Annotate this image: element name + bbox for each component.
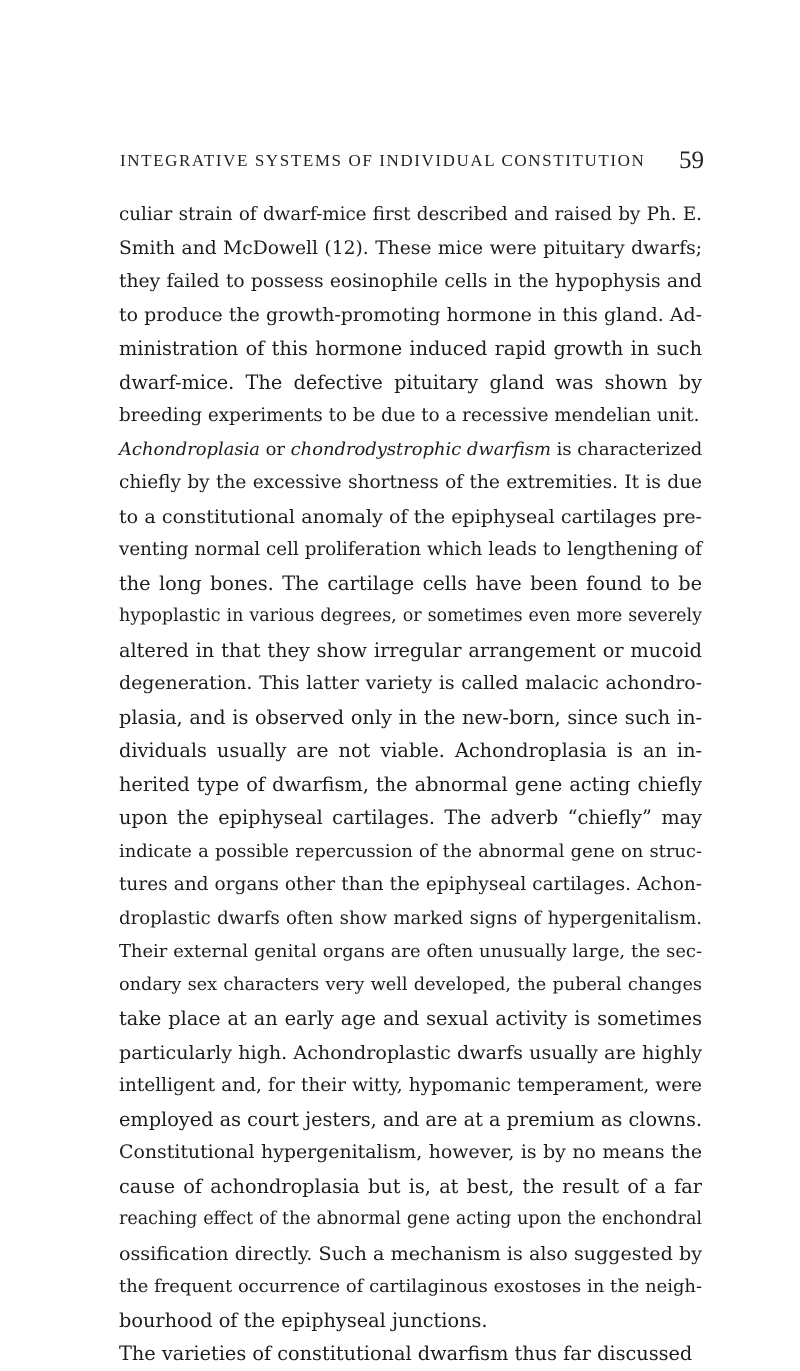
text-line: to a constitutional anomaly of the epiphyseal cartilages pre- [119, 504, 702, 528]
body-text [119, 198, 702, 1371]
paragraph-end-line: breeding experiments to be due to a recessive mendelian unit. [119, 405, 700, 426]
text-line: to produce the growth-promoting hormone in this gland. Ad- [119, 303, 702, 326]
text-line: the long bones. The cartilage cells have been found to be [119, 571, 702, 595]
text-fragment: or [259, 438, 291, 460]
text-line: droplastic dwarfs often show marked signs of hypergenitalism. [119, 907, 702, 929]
text-line: they failed to possess eosinophile cells in the hypophysis and [119, 271, 702, 292]
text-line: degeneration. This latter variety is called malacic achondro- [119, 672, 702, 694]
text-line: intelligent and, for their witty, hypomanic temperament, were [119, 1075, 702, 1096]
text-line: hypoplastic in various degrees, or sometimes even more severely [119, 606, 702, 626]
text-fragment: is characterized [551, 438, 703, 460]
text-line-with-italic-terms [119, 433, 702, 467]
text-line: tures and organs other than the epiphyseal cartilages. Achon- [119, 874, 702, 895]
text-line: plasia, and is observed only in the new-born, since such in- [119, 705, 702, 729]
text-line: The varieties of constitutional dwarfism thus far discussed [119, 1342, 693, 1365]
text-line: ossification directly. Such a mechanism is also suggested by [119, 1241, 702, 1265]
text-line: Their external genital organs are often unusually large, the sec- [119, 941, 702, 962]
text-line: take place at an early age and sexual activity is sometimes [119, 1007, 702, 1030]
text-line: altered in that they show irregular arrangement or mucoid [119, 638, 702, 662]
page-number: 59 [679, 147, 704, 174]
text-line: ondary sex characters very well developed, the puberal changes [119, 974, 702, 995]
running-head [112, 147, 704, 181]
paragraph-end-line: bourhood of the epiphyseal junctions. [119, 1308, 488, 1332]
text-line: employed as court jesters, and are at a premium as clowns. [119, 1107, 702, 1131]
text-line: particularly high. Achondroplastic dwarfs usually are highly [119, 1040, 702, 1064]
italic-term-achondroplasia: Achondroplasia [119, 438, 260, 460]
text-line: upon the epiphyseal cartilages. The adverb “chiefly” may [119, 806, 702, 829]
text-line: chiefly by the excessive shortness of the extremities. It is due [119, 472, 702, 493]
text-line: culiar strain of dwarf-mice first described and raised by Ph. E. [119, 204, 702, 225]
text-line: cause of achondroplasia but is, at best, the result of a far [119, 1174, 702, 1198]
text-line: dwarf-mice. The defective pituitary gland was shown by [119, 370, 702, 394]
text-line: herited type of dwarfism, the abnormal gene acting chiefly [119, 772, 702, 796]
text-line: the frequent occurrence of cartilaginous exostoses in the neigh- [119, 1276, 702, 1297]
italic-term-chondrodystrophic-dwarfism: chondrodystrophic dwarfism [290, 438, 551, 460]
text-line: ministration of this hormone induced rapid growth in such [119, 337, 702, 360]
running-title: INTEGRATIVE SYSTEMS OF INDIVIDUAL CONSTITUTION [120, 151, 646, 170]
text-line: dividuals usually are not viable. Achondroplasia is an in- [119, 739, 702, 762]
text-line: Smith and McDowell (12). These mice were pituitary dwarfs; [119, 237, 702, 259]
text-line: Constitutional hypergenitalism, however, is by no means the [119, 1141, 702, 1163]
text-line: indicate a possible repercussion of the abnormal gene on struc- [119, 840, 702, 862]
text-line: reaching effect of the abnormal gene acting upon the enchondral [119, 1209, 702, 1229]
text-line: venting normal cell proliferation which leads to lengthening of [119, 539, 702, 560]
